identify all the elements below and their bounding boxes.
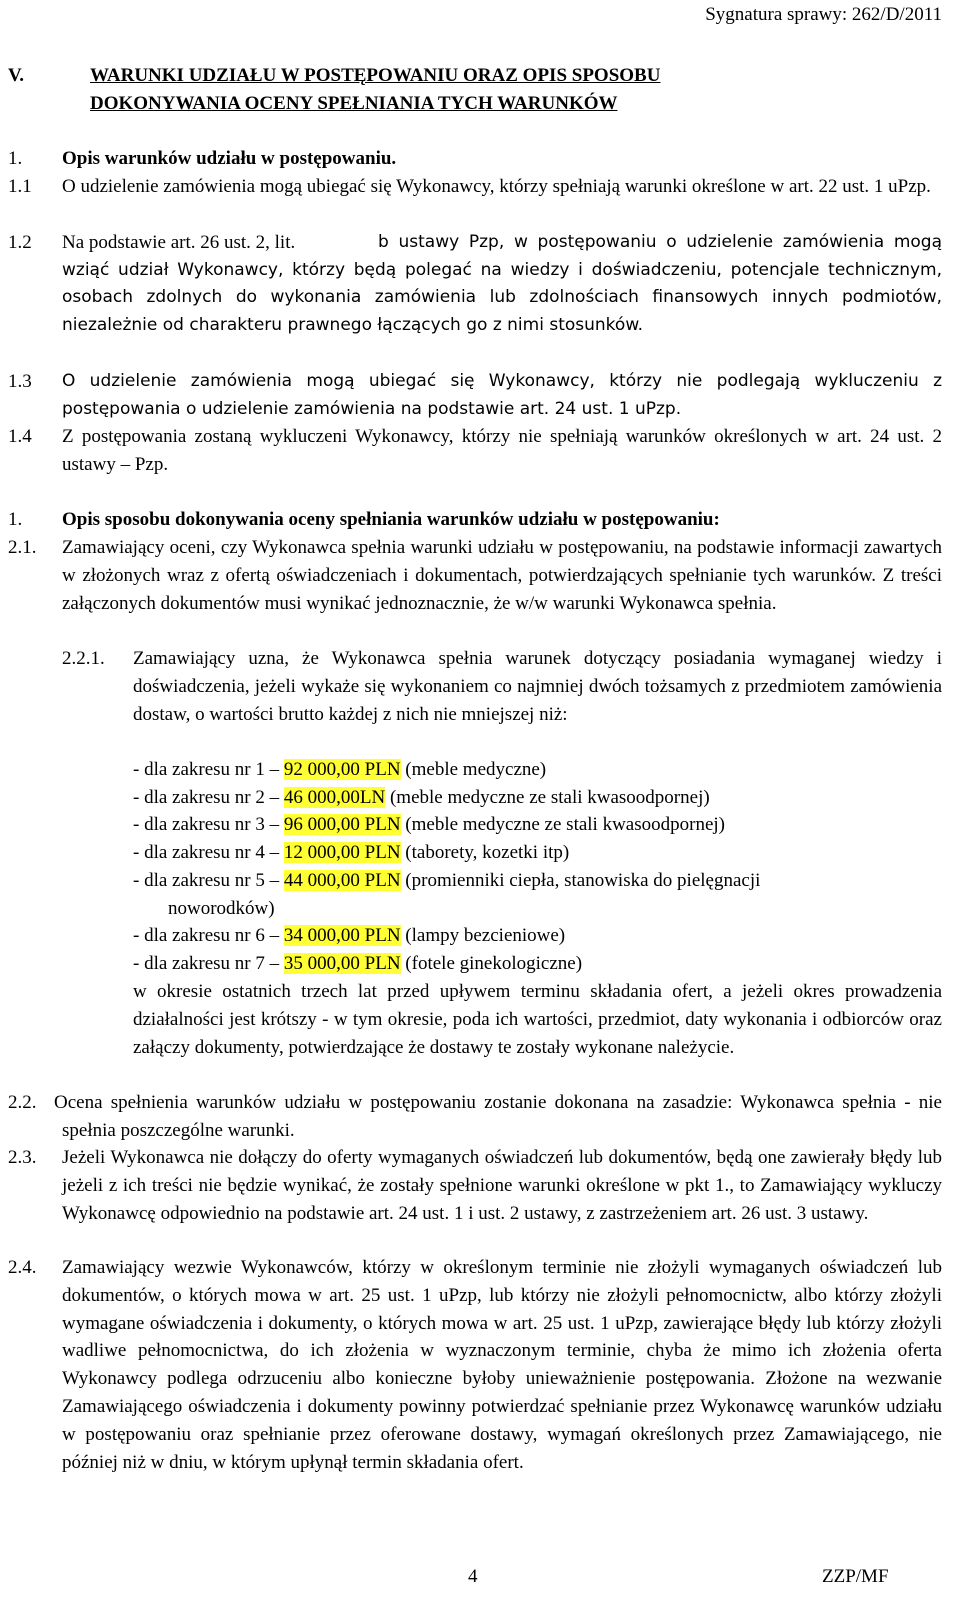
range-amount: 35 000,00 PLN <box>283 953 401 974</box>
range-description: (promienniki ciepła, stanowiska do pielęgnacji <box>405 870 761 891</box>
item-2-2-number: 2.2. <box>8 1092 37 1113</box>
item-1-3-number: 1.3 <box>8 371 32 392</box>
item-2-3-number: 2.3. <box>8 1147 37 1168</box>
range-description: (meble medyczne ze stali kwasoodpornej) <box>405 814 726 835</box>
part2-heading: Opis sposobu dokonywania oceny spełniania warunków udziału w postępowaniu: <box>62 509 720 530</box>
range-item <box>133 756 546 784</box>
item-2-3-text: Jeżeli Wykonawca nie dołączy do oferty wymaganych oświadczeń lub dokumentów, będą one zawierały błędy lub jeżeli z ich treści nie będzie wynikać, że zostały spełnione warunki określone w pkt 1., to Zamawiający wykluczy Wykonawcę odpowiednio na podstawie art. 24 ust. 1 i ust. 2 ustawy, z zastrzeżeniem art. 26 ust. 3 ustawy. <box>62 1147 942 1224</box>
item-2-2-1-number: 2.2.1. <box>62 648 105 669</box>
item-1-4-number: 1.4 <box>8 426 32 447</box>
range-prefix: - dla zakresu nr 5 – <box>133 870 280 891</box>
footer-code: ZZP/MF <box>822 1566 889 1587</box>
part1-heading: Opis warunków udziału w postępowaniu. <box>62 148 397 169</box>
item-1-1-number: 1.1 <box>8 176 32 197</box>
range-amount: 12 000,00 PLN <box>283 842 401 863</box>
range-description: (meble medyczne) <box>405 759 547 780</box>
case-signature: Sygnatura sprawy: 262/D/2011 <box>705 4 942 25</box>
item-2-4-text: Zamawiający wezwie Wykonawców, którzy w określonym terminie nie złożyli wymaganych oświadczeń lub dokumentów, o których mowa w art. 25 ust. 1 uPzp, lub którzy nie złożyli pełnomocnictw, albo którzy złożyli wymagane oświadczenia i dokumenty, o których mowa w art. 25 ust. 1 uPzp, zawierające błędy lub którzy złożyli wadliwe pełnomocnictwa, do ich złożenia w wyznaczonym terminie, chyba że mimo ich złożenia oferta Wykonawcy podlega odrzuceniu albo konieczne byłoby unieważnienie postępowania. Złożone na wezwanie Zamawiającego oświadczenia i dokumenty powinny potwierdzać spełnianie przez Wykonawcę warunków udziału w postępowaniu oraz spełnianie przez oferowane dostawy, wymagań określonych przez Zamawiającego, nie później niż w dniu, w którym upłynął termin składania ofert. <box>62 1257 942 1473</box>
range-prefix: - dla zakresu nr 2 – <box>133 787 280 808</box>
item-1-4-text: Z postępowania zostaną wykluczeni Wykonawcy, którzy nie spełniają warunków określonych w art. 24 ust. 2 ustawy – Pzp. <box>62 426 942 475</box>
range-prefix: - dla zakresu nr 4 – <box>133 842 280 863</box>
range-prefix: - dla zakresu nr 3 – <box>133 814 280 835</box>
range-description: (lampy bezcieniowe) <box>405 925 566 946</box>
part2-number: 1. <box>8 509 23 530</box>
section-number: V. <box>8 65 25 86</box>
item-1-3-text: O udzielenie zamówienia mogą ubiegać się Wykonawcy, którzy nie podlegają wykluczeniu z postępowania o udzielenie zamówienia na podstawie art. 24 ust. 1 uPzp. <box>62 371 942 419</box>
item-2-2-1-text: Zamawiający uzna, że Wykonawca spełnia warunek dotyczący posiadania wymaganej wiedzy i doświadczenia, jeżeli wykaże się wykonaniem co najmniej dwóch tożsamych z przedmiotem zamówienia dostaw, o wartości brutto każdej z nich nie mniejszej niż: <box>133 648 942 725</box>
item-2-1-text: Zamawiający oceni, czy Wykonawca spełnia warunki udziału w postępowaniu, na podstawie informacji zawartych w złożonych wraz z ofertą oświadczeniach i dokumentach, potwierdzających spełnianie tych warunków. Z treści załączonych dokumentów musi wynikać jednoznacznie, że w/w warunki Wykonawca spełnia. <box>62 537 942 614</box>
range-item <box>133 922 565 950</box>
section-title-line1: WARUNKI UDZIAŁU W POSTĘPOWANIU ORAZ OPIS SPOSOBU <box>90 65 661 86</box>
item-2-4-number: 2.4. <box>8 1257 37 1278</box>
item-2-1-number: 2.1. <box>8 537 37 558</box>
range-amount: 44 000,00 PLN <box>283 870 401 891</box>
range-amount: 34 000,00 PLN <box>283 925 401 946</box>
range-item <box>133 950 582 978</box>
page-number: 4 <box>468 1566 478 1587</box>
range-prefix: - dla zakresu nr 6 – <box>133 925 280 946</box>
range-description: (taborety, kozetki itp) <box>405 842 570 863</box>
item-1-2-text-a: Na podstawie art. 26 ust. 2, lit. <box>62 232 296 253</box>
range-item <box>133 839 569 867</box>
item-2-2-1-after: w okresie ostatnich trzech lat przed upływem terminu składania ofert, a jeżeli okres prowadzenia działalności jest krótszy - w tym okresie, poda ich wartości, przedmiot, daty wykonania i odbiorców oraz załączy dokumenty, potwierdzające że dostawy te zostały wykonane należycie. <box>133 981 942 1058</box>
item-1-1-text: O udzielenie zamówienia mogą ubiegać się Wykonawcy, którzy spełniają warunki określone w art. 22 ust. 1 uPzp. <box>62 176 931 197</box>
range-amount: 92 000,00 PLN <box>283 759 401 780</box>
range-description: (fotele ginekologiczne) <box>405 953 583 974</box>
item-2-2-text: Ocena spełnienia warunków udziału w postępowaniu zostanie dokonana na zasadzie: Wykonawca spełnia - nie spełnia poszczególne warunki. <box>54 1092 942 1141</box>
range-description-continued: noworodków) <box>168 898 275 919</box>
item-1-2-number: 1.2 <box>8 232 32 253</box>
range-description: (meble medyczne ze stali kwasoodpornej) <box>389 787 710 808</box>
part1-number: 1. <box>8 148 23 169</box>
range-item <box>133 784 710 812</box>
range-prefix: - dla zakresu nr 7 – <box>133 953 280 974</box>
range-amount: 46 000,00LN <box>283 787 386 808</box>
range-amount: 96 000,00 PLN <box>283 814 401 835</box>
range-item <box>133 867 760 895</box>
section-title-line2: DOKONYWANIA OCENY SPEŁNIANIA TYCH WARUNKÓW <box>90 93 618 114</box>
range-prefix: - dla zakresu nr 1 – <box>133 759 280 780</box>
item-1-2-text-b: b ustawy Pzp, w postępowaniu o udzielenie zamówienia mogą wziąć udział Wykonawcy, którzy będą polegać na wiedzy i doświadczeniu, potencjale technicznym, osobach zdolnych do wykonania zamówienia lub zdolnościach finansowych innych podmiotów, niezależnie od charakteru prawnego łączących go z nimi stosunków. <box>62 232 942 336</box>
range-item <box>133 811 725 839</box>
